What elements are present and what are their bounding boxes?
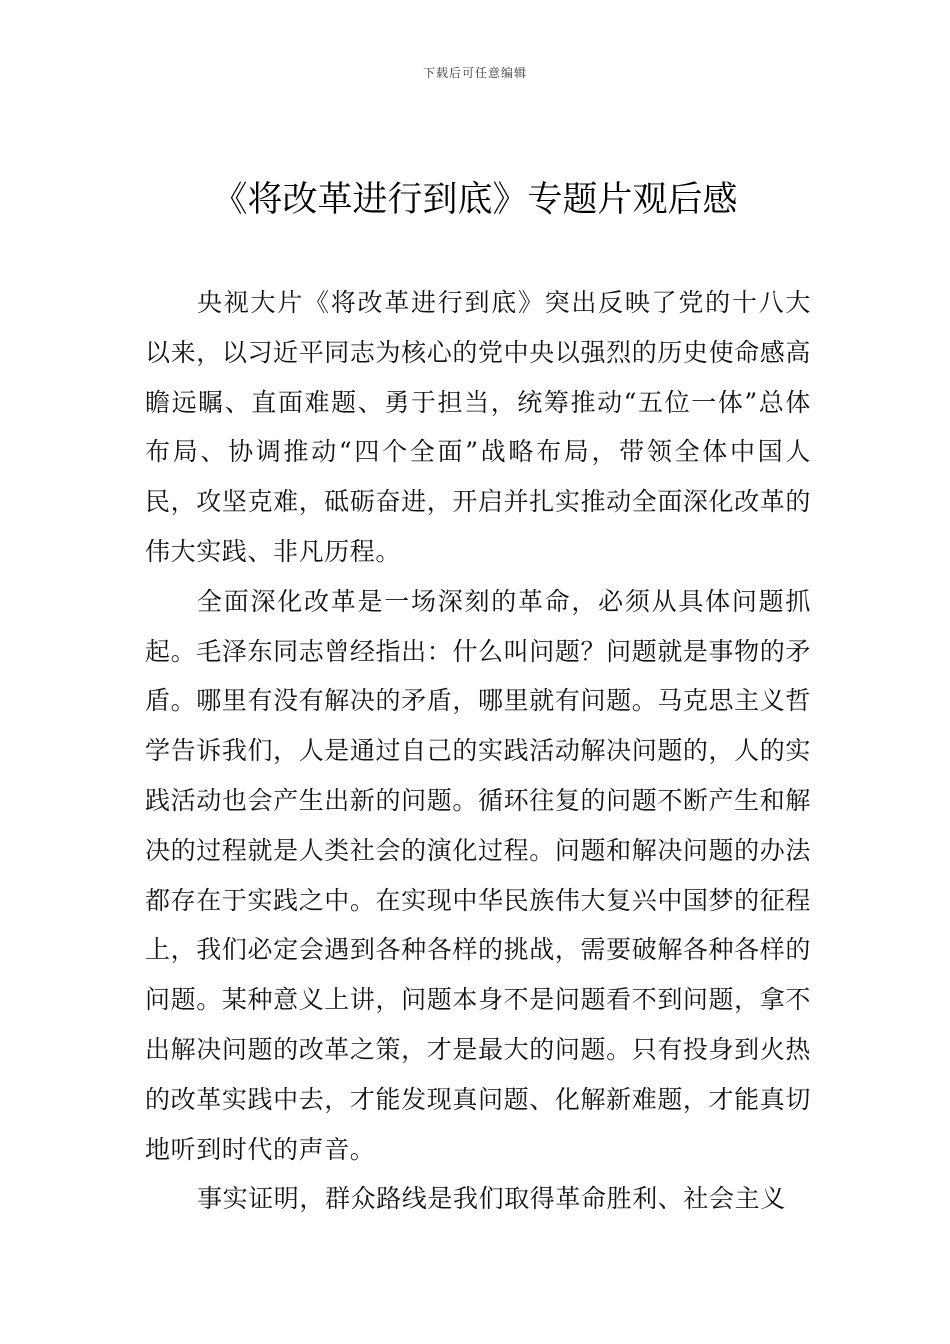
paragraph-3: 事实证明，群众路线是我们取得革命胜利、社会主义 [197, 1184, 786, 1214]
paragraph-1: 央视大片《将改革进行到底》突出反映了党的十八大以来，以习近平同志为核心的党中央以强烈的历史使命感高瞻远瞩、直面难题、勇于担当，统筹推动“五位一体”总体布局、协调推动“四个全面”战略布局，带领全体中国人民，攻坚克难，砥砺奋进，开启并扎实推动全面深化改革的伟大实践、非凡历程。 [145, 288, 811, 566]
header-note: 下载后可任意编辑 [422, 66, 527, 80]
paragraph-2: 全面深化改革是一场深刻的革命，必须从具体问题抓起。毛泽东同志曾经指出：什么叫问题？问题就是事物的矛盾。哪里有没有解决的矛盾，哪里就有问题。马克思主义哲学告诉我们，人是通过自己的实践活动解决问题的，人的实践活动也会产生出新的问题。循环往复的问题不断产生和解决的过程就是人类社会的演化过程。问题和解决问题的办法都存在于实践之中。在实现中华民族伟大复兴中国梦的征程上，我们必定会遇到各种各样的挑战，需要破解各种各样的问题。某种意义上讲，问题本身不是问题看不到问题，拿不出解决问题的改革之策，才是最大的问题。只有投身到火热的改革实践中去，才能发现真问题、化解新难题，才能真切地听到时代的声音。 [145, 586, 811, 1164]
document-body [145, 278, 811, 1224]
document-title: 《将改革进行到底》专题片观后感 [212, 180, 738, 220]
